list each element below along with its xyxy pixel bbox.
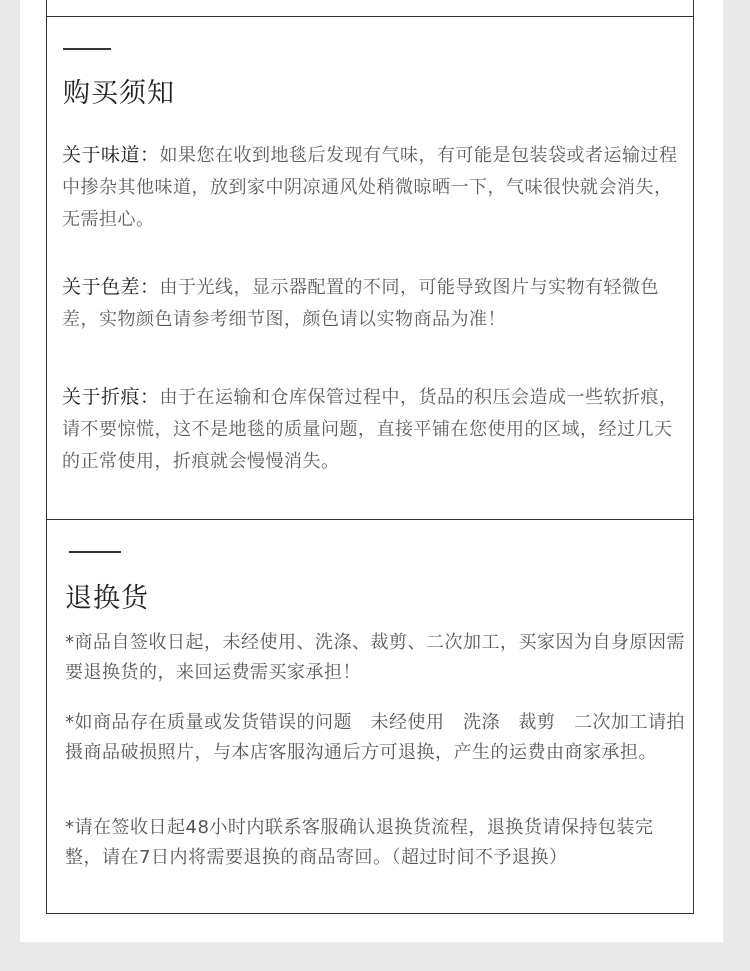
section-title: 购买须知	[63, 78, 175, 109]
notice-smell	[62, 139, 687, 236]
notice-lead: 关于色差：	[62, 276, 160, 298]
notice-color	[62, 271, 687, 336]
returns-section	[46, 519, 694, 914]
purchase-notice-section	[46, 16, 694, 520]
notice-text: 由于光线，显示器配置的不同，可能导致图片与实物有轻微色差，实物颜色请参考细节图，颜色请以实物商品为准！	[62, 277, 660, 330]
return-note: *请在签收日起48小时内联系客服确认退换货流程，退换货请保持包装完整，请在7日内将需要退换的商品寄回。（超过时间不予退换）	[65, 817, 654, 868]
return-note: *商品自签收日起，未经使用、洗涤、裁剪、二次加工，买家因为自身原因需要退换货的，来回运费需买家承担！	[65, 632, 685, 683]
title-rule	[69, 551, 121, 553]
notice-lead: 关于折痕：	[62, 386, 160, 408]
section-title: 退换货	[65, 583, 149, 614]
return-note: *如商品存在质量或发货错误的问题 未经使用 洗涤 裁剪 二次加工请拍摄商品破损照片，与本店客服沟通后方可退换，产生的运费由商家承担。	[65, 712, 685, 763]
notice-text: 由于在运输和仓库保管过程中，货品的积压会造成一些软折痕，请不要惊慌，这不是地毯的质量问题，直接平铺在您使用的区域，经过几天的正常使用，折痕就会慢慢消失。	[62, 387, 678, 472]
title-rule	[63, 48, 111, 50]
previous-section-box	[46, 0, 694, 17]
notice-crease	[62, 381, 687, 478]
notice-text: 如果您在收到地毯后发现有气味，有可能是包装袋或者运输过程中掺杂其他味道，放到家中阴凉通风处稍微晾晒一下，气味很快就会消失，无需担心。	[62, 145, 678, 230]
notice-lead: 关于味道：	[62, 144, 160, 166]
